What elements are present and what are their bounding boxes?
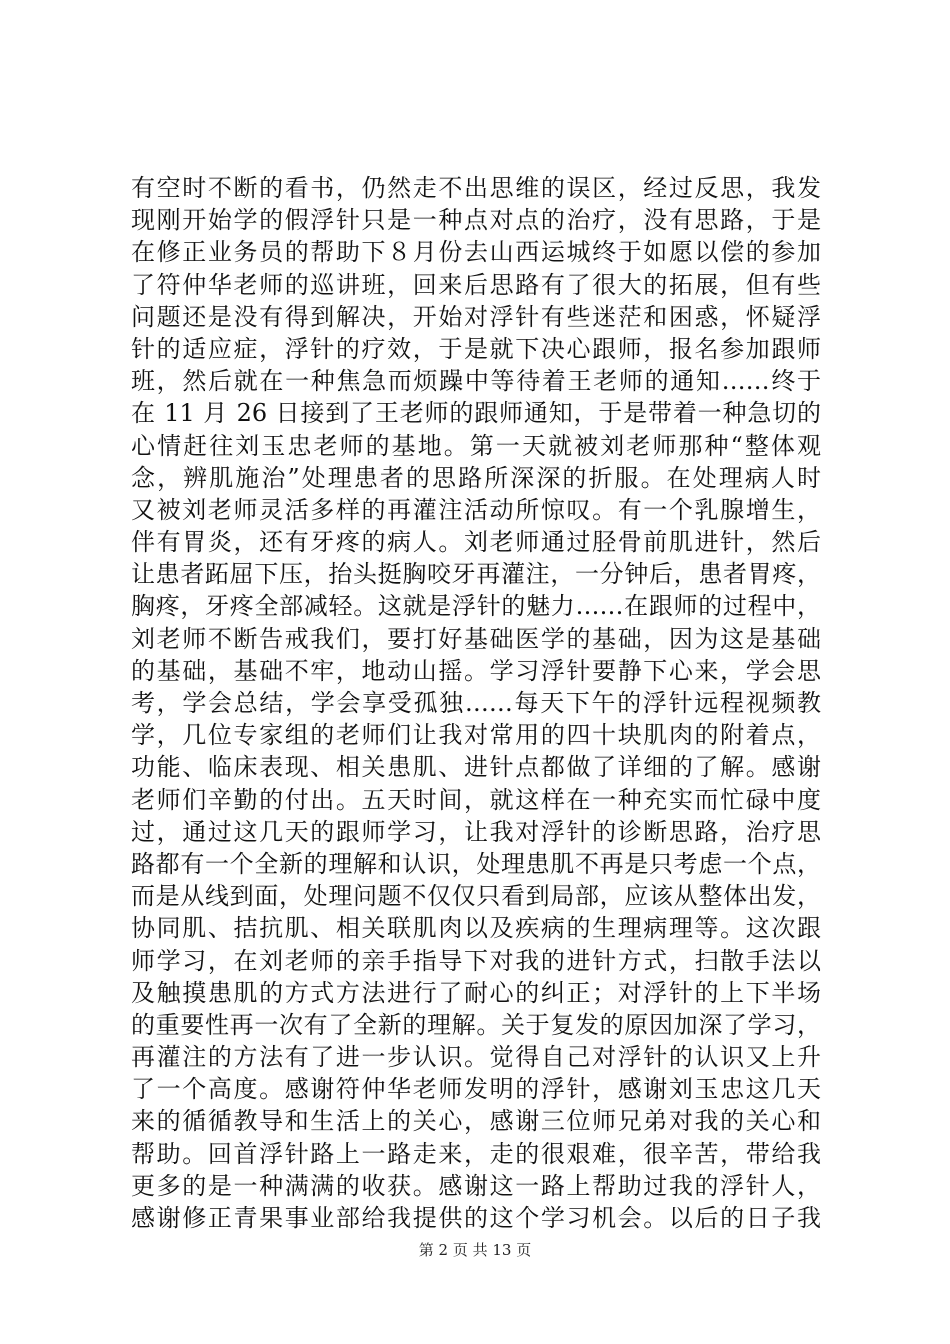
text-line-32: 更多的是一种满满的收获。感谢这一路上帮助过我的浮针人， [131,1171,821,1200]
text-line-20: 老师们辛勤的付出。五天时间，就这样在一种充实而忙碌中度 [131,785,821,814]
text-line-7: 班，然后就在一种焦急而烦躁中等待着王老师的通知……终于 [131,367,821,396]
text-line-18: 学，几位专家组的老师们让我对常用的四十块肌肉的附着点， [131,721,821,750]
text-line-27: 的重要性再一次有了全新的理解。关于复发的原因加深了学习， [131,1010,821,1039]
text-line-29: 了一个高度。感谢符仲华老师发明的浮针，感谢刘玉忠这几天 [131,1075,821,1104]
text-line-22: 路都有一个全新的理解和认识，处理患肌不再是只考虑一个点， [131,849,821,878]
text-line-28: 再灌注的方法有了进一步认识。觉得自己对浮针的认识又上升 [131,1043,821,1072]
text-line-21: 过，通过这几天的跟师学习，让我对浮针的诊断思路，治疗思 [131,817,821,846]
text-line-4: 了符仲华老师的巡讲班，回来后思路有了很大的拓展，但有些 [131,270,821,299]
text-line-11: 又被刘老师灵活多样的再灌注活动所惊叹。有一个乳腺增生， [131,495,821,524]
text-line-23: 而是从线到面，处理问题不仅仅只看到局部，应该从整体出发， [131,882,821,911]
text-line-16: 的基础，基础不牢，地动山摇。学习浮针要静下心来，学会思 [131,656,821,685]
text-line-13: 让患者跖屈下压，抬头挺胸咬牙再灌注，一分钟后，患者胃疼， [131,560,821,589]
text-line-10: 念，辨肌施治”处理患者的思路所深深的折服。在处理病人时 [131,463,821,492]
text-line-12: 伴有胃炎，还有牙疼的病人。刘老师通过胫骨前肌进针，然后 [131,528,821,557]
text-line-14: 胸疼，牙疼全部减轻。这就是浮针的魅力……在跟师的过程中， [131,592,821,621]
body-text [131,172,821,1234]
text-line-2: 现刚开始学的假浮针只是一种点对点的治疗，没有思路，于是 [131,206,821,235]
text-line-30: 来的循循教导和生活上的关心，感谢三位师兄弟对我的关心和 [131,1107,821,1136]
text-line-26: 及触摸患肌的方式方法进行了耐心的纠正；对浮针的上下半场 [131,978,821,1007]
text-line-31: 帮助。回首浮针路上一路走来，走的很艰难，很辛苦，带给我 [131,1139,821,1168]
text-line-6: 针的适应症，浮针的疗效，于是就下决心跟师，报名参加跟师 [131,334,821,363]
text-line-17: 考，学会总结，学会享受孤独……每天下午的浮针远程视频教 [131,689,821,717]
text-line-1: 有空时不断的看书，仍然走不出思维的误区，经过反思，我发 [131,174,821,202]
text-line-3: 在修正业务员的帮助下８月份去山西运城终于如愿以偿的参加 [131,238,821,267]
text-line-33: 感谢修正青果事业部给我提供的这个学习机会。以后的日子我 [131,1204,821,1232]
page-number-indicator: 第 2 页 共 13 页 [418,1241,532,1259]
text-line-24: 协同肌、拮抗肌、相关联肌肉以及疾病的生理病理等。这次跟 [131,914,821,943]
page-footer [0,1240,950,1260]
text-line-8: 在 11 月 26 日接到了王老师的跟师通知，于是带着一种急切的 [131,399,821,428]
text-line-25: 师学习，在刘老师的亲手指导下对我的进针方式，扫散手法以 [131,946,821,975]
text-line-9: 心情赶往刘玉忠老师的基地。第一天就被刘老师那种“整体观 [131,431,821,460]
text-line-5: 问题还是没有得到解决，开始对浮针有些迷茫和困惑，怀疑浮 [131,302,821,331]
text-line-15: 刘老师不断告戒我们，要打好基础医学的基础，因为这是基础 [131,624,821,653]
text-line-19: 功能、临床表现、相关患肌、进针点都做了详细的了解。感谢 [131,753,821,782]
